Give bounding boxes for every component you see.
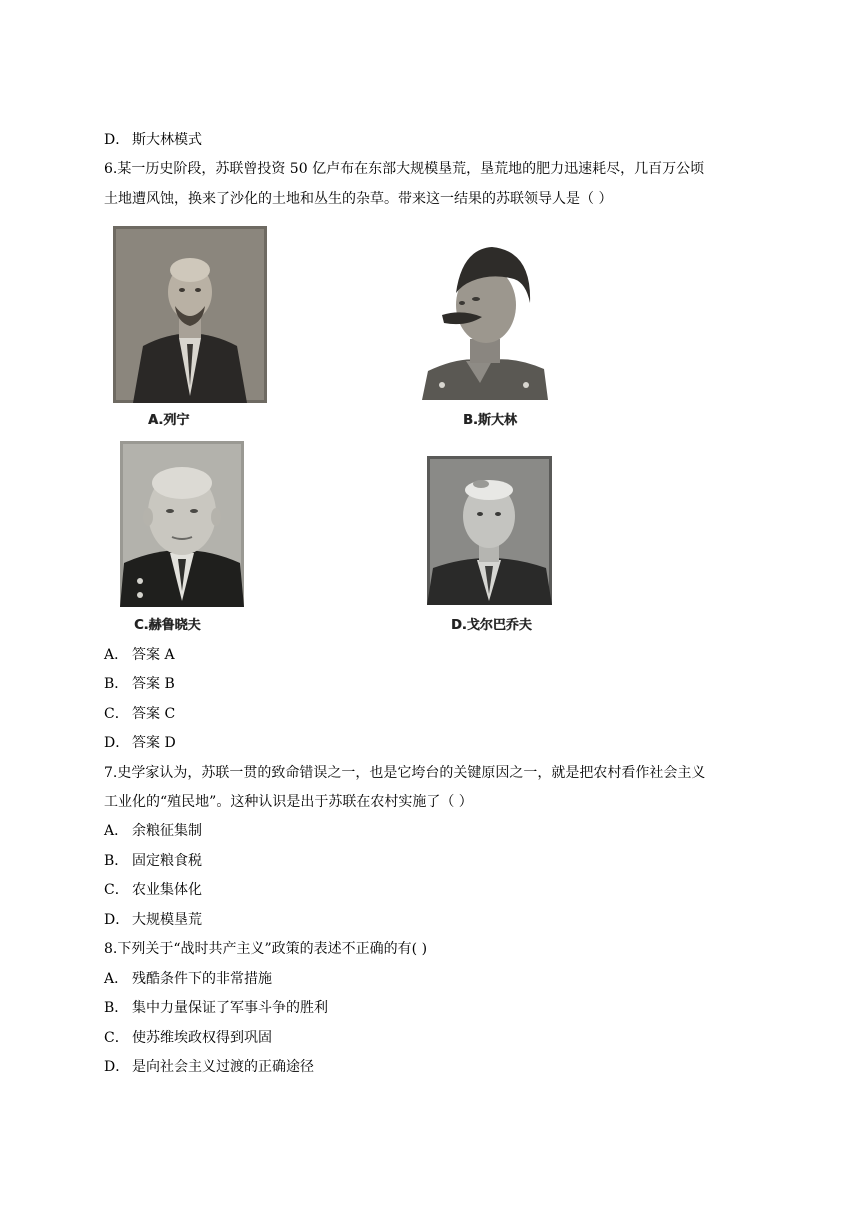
q7-option-c	[104, 881, 202, 899]
q6-option-b	[104, 675, 175, 693]
portrait-lenin-image	[113, 226, 267, 403]
option-text: 大规模垦荒	[132, 912, 202, 928]
option-letter: A．	[104, 647, 129, 663]
q7-stem-line2: 工业化的“殖民地”。这种认识是出于苏联在农村实施了（ ）	[104, 794, 473, 810]
q8-stem: 8.下列关于“战时共产主义”政策的表述不正确的有( )	[104, 941, 428, 957]
q8-option-b	[104, 999, 328, 1017]
option-text: 答案 A	[132, 647, 175, 663]
q6-option-d	[104, 734, 176, 752]
q7-stem-line1: 7.史学家认为，苏联一贯的致命错误之一，也是它垮台的关键原因之一，就是把农村看作社会主义	[104, 765, 706, 781]
q6-option-a	[104, 646, 175, 664]
q8-option-c	[104, 1029, 272, 1047]
portrait-khrushchev-icon	[120, 441, 244, 607]
option-text: 余粮征集制	[132, 823, 202, 839]
option-letter: D．	[104, 912, 130, 928]
option-letter: D．	[104, 1059, 130, 1075]
portrait-khrushchev-image	[120, 441, 244, 607]
option-text: 答案 C	[132, 706, 176, 722]
portrait-caption-d: D.戈尔巴乔夫	[451, 618, 532, 633]
q6-stem-line1: 6.某一历史阶段，苏联曾投资 50 亿卢布在东部大规模垦荒，垦荒地的肥力迅速耗尽，几百万公顷	[104, 161, 705, 177]
portrait-gorbachev-icon	[427, 456, 552, 605]
q7-option-d	[104, 911, 202, 929]
portrait-stalin-icon	[422, 243, 548, 400]
option-letter: C．	[104, 706, 129, 722]
portrait-stalin-image	[422, 243, 548, 400]
portrait-lenin-icon	[113, 226, 267, 403]
option-text: 斯大林模式	[132, 132, 202, 148]
q6-option-c	[104, 705, 175, 723]
option-text: 集中力量保证了军事斗争的胜利	[132, 1000, 328, 1016]
option-letter: D．	[104, 735, 130, 751]
portrait-gorbachev-image	[427, 456, 552, 605]
option-text: 农业集体化	[132, 882, 202, 898]
q8-option-a	[104, 970, 272, 988]
option-text: 固定粮食税	[132, 853, 202, 869]
option-text: 残酷条件下的非常措施	[132, 971, 272, 987]
option-text: 使苏维埃政权得到巩固	[132, 1030, 272, 1046]
option-letter: B．	[104, 676, 129, 692]
q6-stem-line2: 土地遭风蚀，换来了沙化的土地和丛生的杂草。带来这一结果的苏联领导人是（ ）	[104, 191, 613, 207]
q7-option-b	[104, 852, 202, 870]
q5-option-d	[104, 131, 202, 149]
option-letter: D．	[104, 132, 130, 148]
portrait-caption-b: B.斯大林	[463, 413, 517, 428]
portrait-caption-c: C.赫鲁晓夫	[134, 618, 201, 633]
option-letter: B．	[104, 1000, 129, 1016]
q8-option-d	[104, 1058, 314, 1076]
option-letter: A．	[104, 823, 129, 839]
option-text: 答案 D	[132, 735, 176, 751]
option-letter: A．	[104, 971, 129, 987]
option-letter: C．	[104, 1030, 129, 1046]
option-text: 答案 B	[132, 676, 175, 692]
option-letter: B．	[104, 853, 129, 869]
option-text: 是向社会主义过渡的正确途径	[132, 1059, 314, 1075]
q7-option-a	[104, 822, 202, 840]
option-letter: C．	[104, 882, 129, 898]
portrait-caption-a: A.列宁	[148, 413, 190, 428]
